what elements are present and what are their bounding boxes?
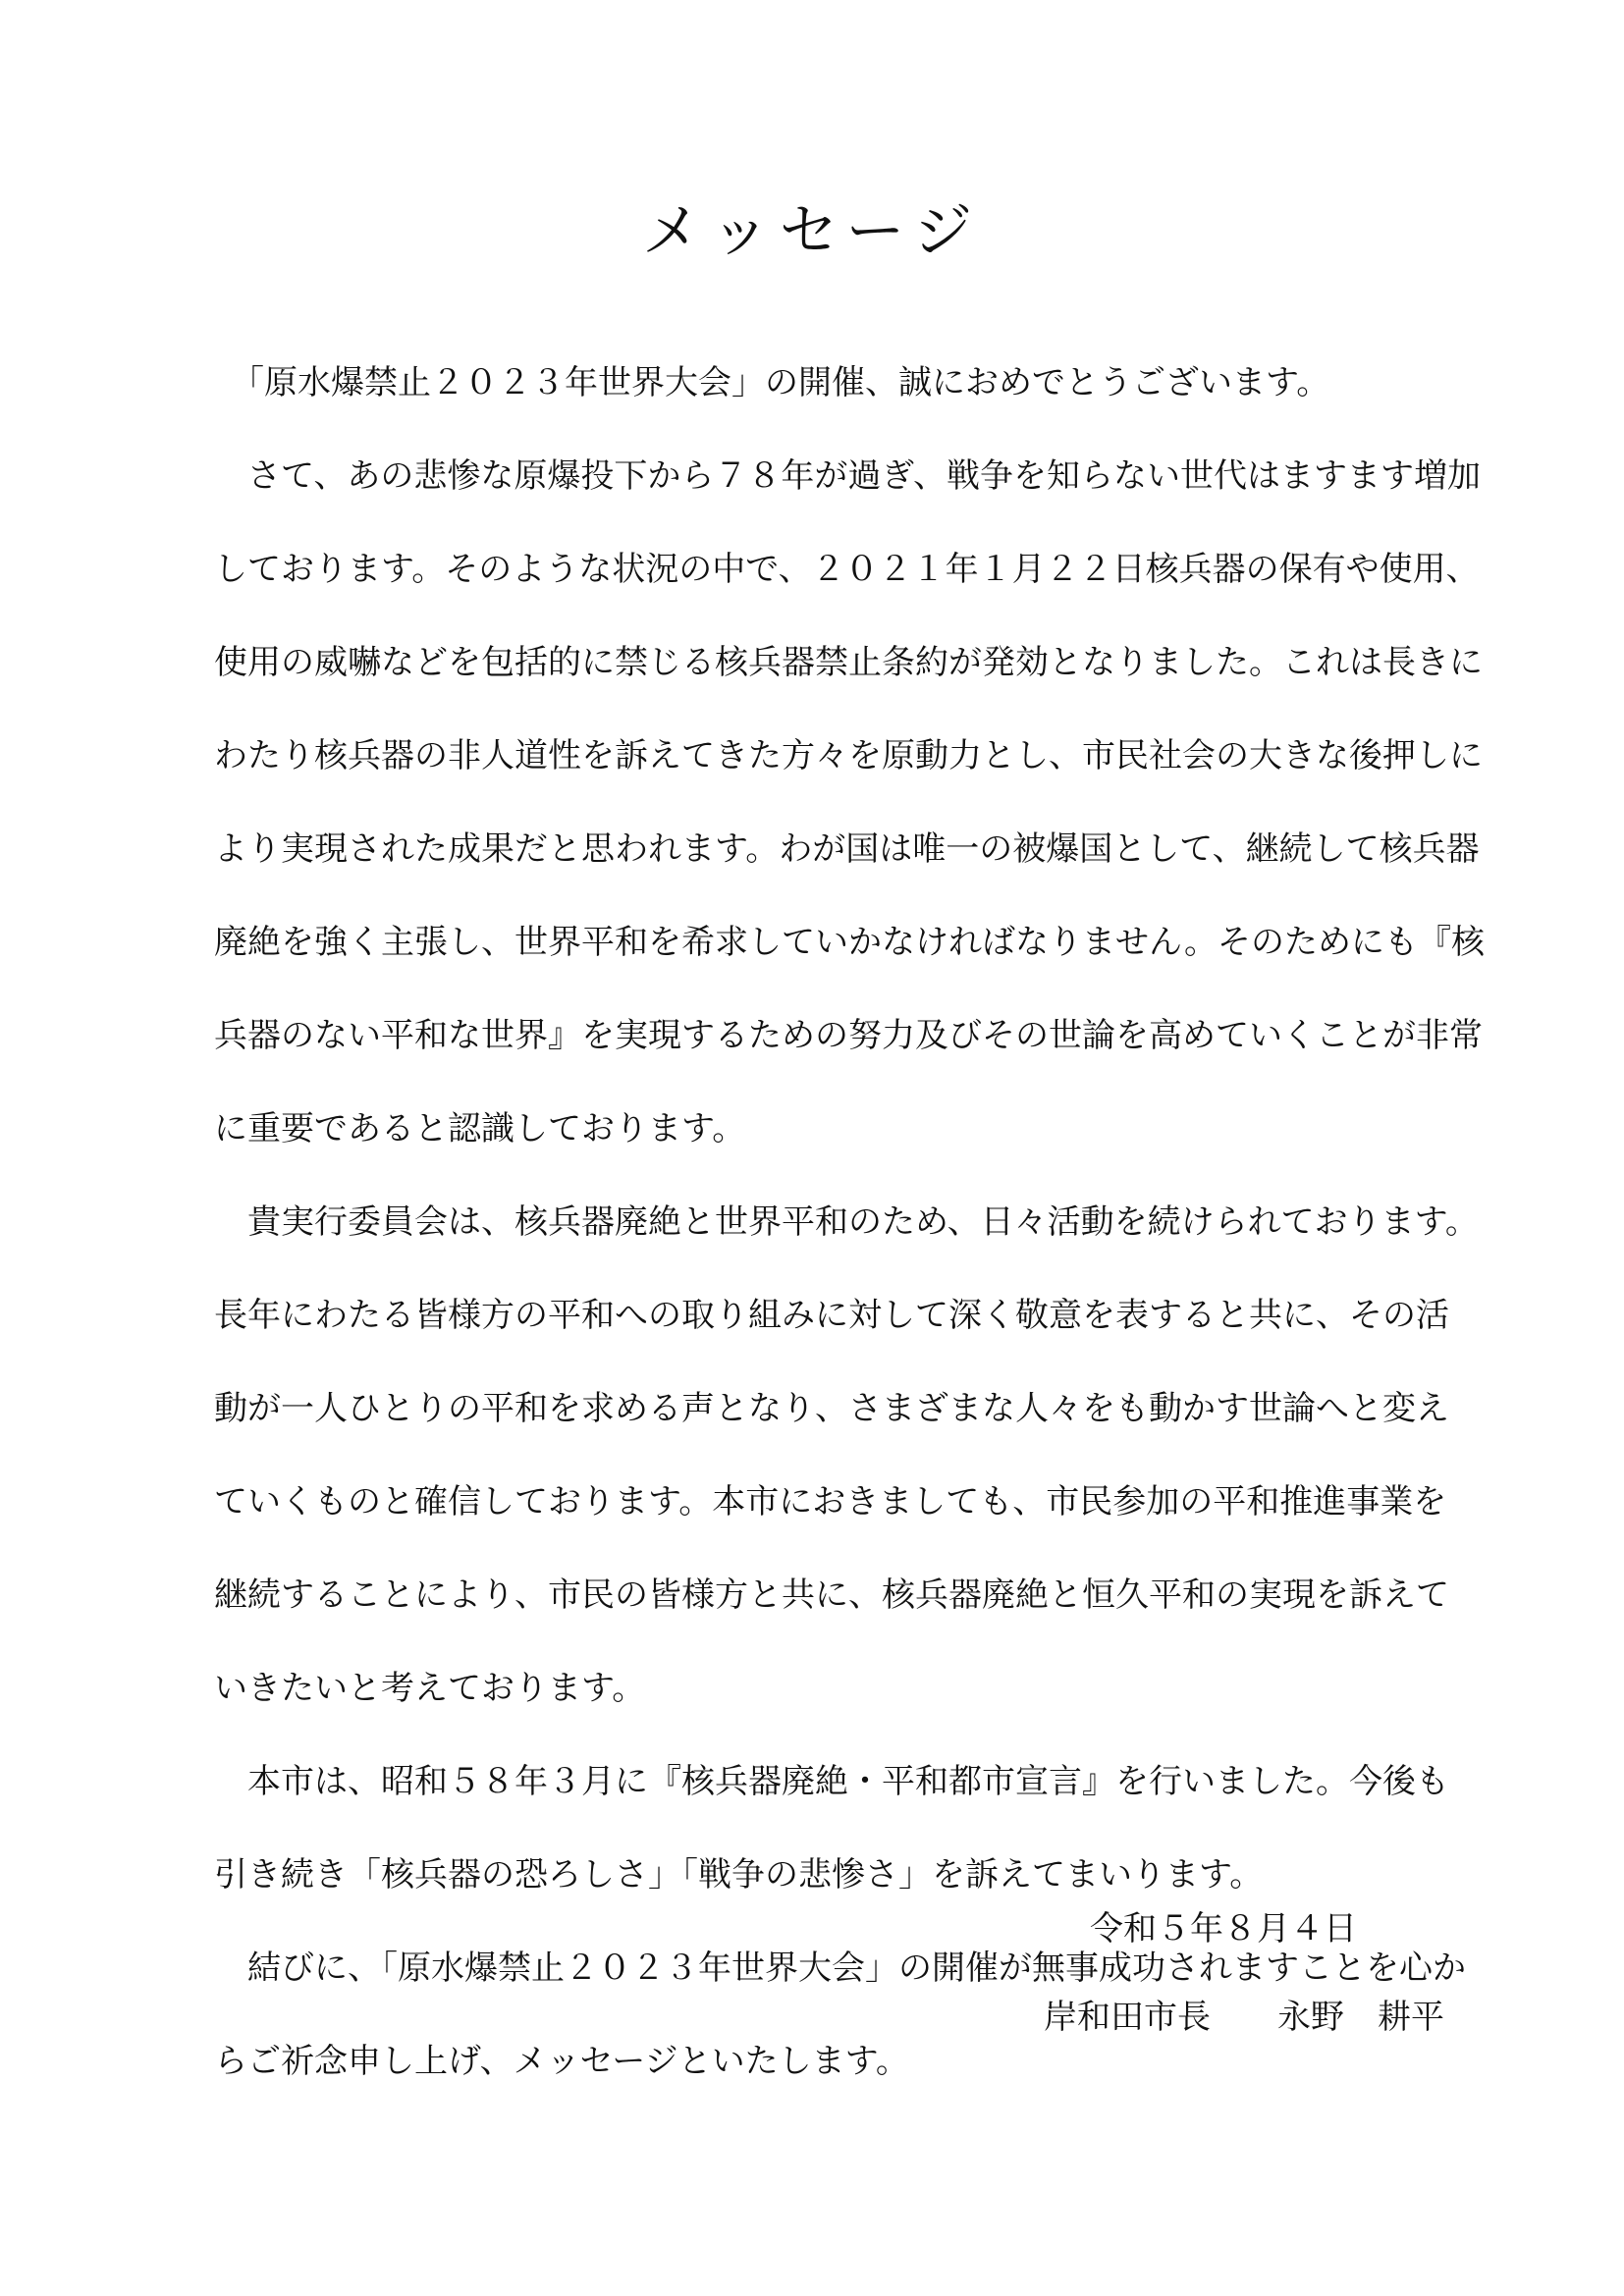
- body-line: 本市は、昭和５８年３月に『核兵器廃絶・平和都市宣言』を行いました。今後も: [214, 1762, 1449, 1801]
- body-line: いきたいと考えております。: [214, 1669, 646, 1708]
- body-line: 長年にわたる皆様方の平和への取り組みに対して深く敬意を表すると共に、その活: [214, 1296, 1449, 1335]
- signer-name: 岸和田市長 永野 耕平: [1044, 1998, 1444, 2037]
- body-line: さて、あの悲惨な原爆投下から７８年が過ぎ、戦争を知らない世代はますます増加: [214, 456, 1481, 496]
- body-line: らご祈念申し上げ、メッセージといたします。: [214, 2042, 909, 2081]
- body-line: 貴実行委員会は、核兵器廃絶と世界平和のため、日々活動を続けられております。: [214, 1202, 1479, 1242]
- body-line: ていくものと確信しております。本市におきましても、市民参加の平和推進事業を: [214, 1482, 1447, 1522]
- body-line: 結びに、「原水爆禁止２０２３年世界大会」の開催が無事成功されますことを心か: [214, 1949, 1466, 1988]
- body-line: わたり核兵器の非人道性を訴えてきた方々を原動力とし、市民社会の大きな後押しに: [214, 736, 1483, 775]
- body-line: 兵器のない平和な世界』を実現するための努力及びその世論を高めていくことが非常: [214, 1016, 1483, 1055]
- body-line: 廃絶を強く主張し、世界平和を希求していかなければなりません。そのためにも『核: [214, 923, 1486, 962]
- body-line: 動が一人ひとりの平和を求める声となり、さまざまな人々をも動かす世論へと変え: [214, 1389, 1449, 1428]
- body-line: 使用の威嚇などを包括的に禁じる核兵器禁止条約が発効となりました。これは長きに: [214, 643, 1483, 682]
- body-line: 引き続き「核兵器の恐ろしさ」「戦争の悲惨さ」を訴えてまいります。: [214, 1855, 1264, 1895]
- message-body: [214, 337, 1486, 2109]
- body-line: 継続することにより、市民の皆様方と共に、核兵器廃絶と恒久平和の実現を訴えて: [214, 1575, 1449, 1615]
- issue-date: 令和５年８月４日: [1090, 1909, 1357, 1949]
- body-line: しております。そのような状況の中で、２０２１年１月２２日核兵器の保有や使用、: [214, 550, 1480, 589]
- body-line: より実現された成果だと思われます。わが国は唯一の被爆国として、継続して核兵器: [214, 829, 1480, 869]
- document-title: メッセージ: [641, 197, 983, 266]
- body-line: 「原水爆禁止２０２３年世界大会」の開催、誠におめでとうございます。: [214, 363, 1330, 402]
- body-line: に重要であると認識しております。: [214, 1109, 746, 1148]
